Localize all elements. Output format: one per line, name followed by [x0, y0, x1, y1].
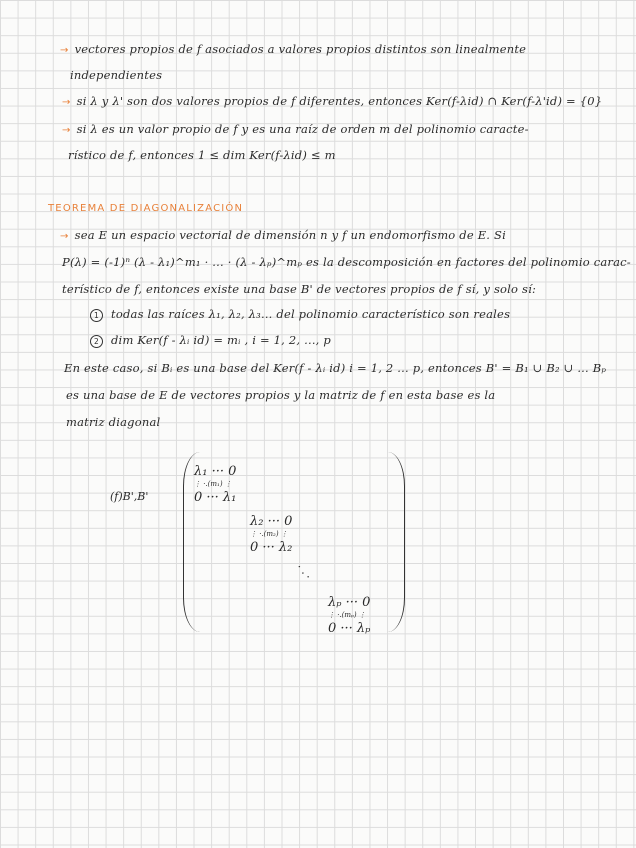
- bullet-line-1: [60, 42, 526, 56]
- block-3-bottom: 0 ··· λₚ: [328, 621, 371, 636]
- bullet-text-3b: rístico de f, entonces 1 ≤ dim Ker(f-λid) ≤ m: [68, 148, 336, 162]
- theorem-text-1: sea E un espacio vectorial de dimensión n y f un endomorfismo de E. Si: [74, 228, 506, 242]
- right-parenthesis: [388, 452, 405, 632]
- block-1-mid: ⋮ ·.(m₁) ⋮: [194, 480, 232, 488]
- theorem-line-2: P(λ) = (-1)ⁿ (λ - λ₁)^m₁ · ... · (λ - λₚ)^mₚ es la descomposición en factores del polinomio carac-: [62, 255, 631, 269]
- condition-1: [90, 307, 510, 322]
- block-2-mid: ⋮ ·.(m₂) ⋮: [250, 530, 288, 538]
- arrow-icon: →: [62, 97, 71, 108]
- matrix-ellipsis: ·..: [294, 560, 318, 583]
- conclusion-line-1: En este caso, si Bᵢ es una base del Ker(f - λᵢ id) i = 1, 2 ... p, entonces B' = B₁ ∪ B₂ ∪ ... Bₚ: [64, 361, 607, 375]
- block-1-top: λ₁ ··· 0: [194, 464, 237, 479]
- block-3-top: λₚ ··· 0: [328, 595, 371, 610]
- arrow-icon: →: [60, 45, 69, 56]
- matrix-label: (f)B',B': [110, 490, 149, 503]
- bullet-line-2: [62, 94, 602, 108]
- arrow-icon: →: [62, 125, 71, 136]
- condition-text-1: todas las raíces λ₁, λ₂, λ₃... del polinomio característico son reales: [111, 307, 511, 321]
- bullet-line-1b: [70, 68, 162, 82]
- block-2-bottom: 0 ··· λ₂: [250, 540, 293, 555]
- matrix-block-2: [250, 515, 292, 554]
- conclusion-line-3: matriz diagonal: [66, 415, 161, 429]
- bullet-text-2: si λ y λ' son dos valores propios de f diferentes, entonces Ker(f-λid) ∩ Ker(f-λ'id) = {0}: [76, 94, 603, 108]
- condition-text-2: dim Ker(f - λᵢ id) = mᵢ , i = 1, 2, ..., p: [111, 333, 331, 347]
- theorem-line-3: terístico de f, entonces existe una base B' de vectores propios de f sí, y solo sí:: [62, 282, 537, 296]
- arrow-icon: →: [60, 231, 69, 242]
- bullet-text-3: si λ es un valor propio de f y es una raíz de orden m del polinomio caracte-: [76, 122, 529, 136]
- conclusion-line-2: es una base de E de vectores propios y la matriz de f en esta base es la: [66, 388, 496, 402]
- theorem-heading: TEOREMA DE DIAGONALIZACIÓN: [48, 203, 244, 214]
- bullet-line-3: [62, 122, 529, 136]
- bullet-text-1b: independientes: [70, 68, 163, 82]
- block-2-top: λ₂ ··· 0: [250, 514, 293, 529]
- bullet-line-3b: [68, 148, 336, 162]
- circled-number-2-icon: 2: [90, 335, 103, 348]
- block-3-mid: ⋮ ·.(mₚ) ⋮: [328, 611, 366, 619]
- theorem-line-1: [60, 228, 506, 242]
- condition-2: [90, 333, 331, 348]
- bullet-text-1: vectores propios de f asociados a valores propios distintos son linealmente: [74, 42, 527, 56]
- circled-number-1-icon: 1: [90, 309, 103, 322]
- matrix-block-1: [194, 465, 236, 504]
- matrix-block-3: [328, 596, 370, 635]
- block-1-bottom: 0 ··· λ₁: [194, 490, 237, 505]
